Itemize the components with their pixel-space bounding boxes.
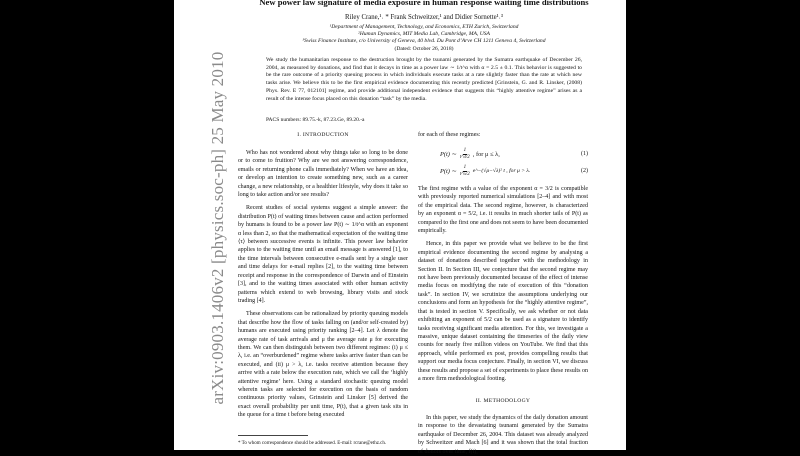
methodology-paragraph: In this paper, we study the dynamics of the daily donation amount in response to the devastating tsunami generated by the Sumatra earthquake of December 26, 2004. This dataset was already analyzed by Schweitzer and Mach [6] and it was shown that the total fraction of donors over time, f(t), (418, 415, 588, 455)
regimes-intro: for each of these regimes: (418, 132, 481, 138)
intro-paragraph-1: Who has not wondered about why things take so long to be done or to come to fruition? Why are we not answering correspondence, emails or returning phone calls immediately? When we have an idea, or develop an intention to create something new, such as a career change, a new relationship, or a healthier lifestyle, why does it take so long to take action and/or see results? (238, 150, 408, 199)
equation-1: P(t) ∼ 1 t^3/2 , for μ ≤ λ, (1) (440, 148, 588, 160)
section-methodology-heading: II. METHODOLOGY (475, 398, 531, 404)
pacs-numbers: PACS numbers: 89.75.-k, 87.23.Ge, 89.20.-a (266, 117, 365, 123)
abstract: We study the humanitarian response to the destruction brought by the tsunami generated by the Sumatra earthquake of December 26, 2004, as measured by donations, and find that it decays in time as a power law ∼ 1/t^α with α = 2.5 ± 0.1. This behavior is suggested to be the rare outcome of a priority queuing process in which individuals execute tasks at a rate slightly faster than the rate at which new tasks arise. We believe this to be the first empirical evidence documenting this recently predicted [Grinstein, G. and R. Linsker, (2008) Phys. Rev. E 77, 012101] regime, and provide additional independent evidence that suggests this “highly attentive regime” arises as a result of the intense focus placed on this donation “task” by the media. (266, 57, 582, 102)
footnote: * To whom correspondence should be addressed. E-mail: rcrane@ethz.ch. (238, 441, 387, 446)
affiliation-2: ²Human Dynamics, MIT Media Lab, Cambridge, MA, USA (358, 31, 490, 38)
equation-2: P(t) ∼ 1 t^5/2 e^−(√μ−√λ)² t , for μ > λ. (2) (440, 165, 588, 177)
overview-paragraph: Hence, in this paper we provide what we believe to be the first empirical evidence documenting the second regime by analysing a dataset of donations described together with the methodology in Section II. In Section III, we conjecture that the second regime may not have been previously documented because of the effect of intense media focus on modifying the rate of execution of this “donation task”. In section IV, we scrutinize the assumptions underlying our conclusions and form an hypothesis for the “highly attentive regime”, that is tested in section V. Specifically, we ask whether or not data exhibiting an exponent of 5/2 can be used as a signature to identify tasks receiving significant media attention. For this, we investigate a massive, unique dataset containing the timeseries of the daily view counts for nearly five million videos on YouTube. We find that this approach, while performed ex post, provides compelling results that support our media focus conjecture. Finally, in section VI, we discuss these results and propose a set of experiments to place these results on a more firm methodological footing. (418, 241, 588, 382)
methodology-column (418, 414, 588, 456)
right-column-intro (418, 131, 588, 139)
equation-1-number: (1) (581, 151, 588, 158)
arxiv-watermark: arXiv:0903.1406v2 [physics.soc-ph] 25 May 2010 (208, 51, 227, 405)
section-introduction-heading: I. INTRODUCTION (297, 132, 349, 138)
affiliations (234, 24, 614, 46)
affiliation-1: ¹Department of Management, Technology, and Economics, ETH Zurich, Switzerland (329, 24, 519, 30)
intro-paragraph-2: Recent studies of social systems suggest a simple answer: the distribution P(t) of waiting times between cause and action performed by humans is found to be a power law P(t) ∼ 1/t^α with an exponent α less than 2, so that the mathematical expectation of the waiting time ⟨τ⟩ between successive events is infinite. This power law behavior applies to the waiting time until an email message is answered [1], to the time intervals between consecutive e-mails sent by a single user and time delays for e-mail replies [2], to the waiting time between receipt and response in the correspondence of Darwin and of Einstein [3], and to the waiting times associated with other human activity patterns which extend to web browsing, library visits and stock trading [4]. (238, 205, 408, 304)
dated: (Dated: October 26, 2018) (394, 46, 454, 52)
right-column (418, 185, 588, 383)
affiliation-3: ³Swiss Finance Institute, c/o University of Geneva, 40 blvd. Du Pont d’Arve CH 1211 Geneva 4, Switzerland (302, 38, 546, 45)
paper-page (174, 0, 626, 455)
paper-title: New power law signature of media exposure in human response waiting time distributions (259, 0, 589, 7)
footnote-rule (238, 435, 308, 436)
equation-2-number: (2) (581, 168, 588, 175)
regimes-paragraph: The first regime with a value of the exponent α = 3/2 is compatible with previously reported numerical simulations [2–4] and with most of the empirical data. The second regime, however, is characterized by an exponent α = 5/2, i.e. it results in much shorter tails of P(t) as compared to the first one and does not seem to have been documented empirically. (418, 186, 588, 235)
authors: Riley Crane,¹˒ * Frank Schweitzer,¹ and Didier Sornette¹˒³ (345, 14, 503, 21)
left-column (238, 149, 408, 420)
intro-paragraph-3: These observations can be rationalized by priority queuing models that describe how the flow of tasks falling on (and/or self-created by) humans are executed using priority ranking [2–4]. Let λ denote the average rate of task arrivals and μ the average rate μ for executing them. We can then distinguish between two different regimes: (i) μ ≤ λ, i.e. an “overburdened” regime where tasks arrive faster than can be executed, and (ii) μ > λ, i.e. tasks receive attention because they arrive with a rate below the execution rate, which we call the ‘highly attentive regime’ here. Using a standard stochastic queuing model wherein tasks are selected for execution on the basis of random continuous priority values, Grinstein and Linsker [5] derived the exact overall probability per unit time, P(t), that a given task sits in the queue for a time t before being executed (238, 311, 408, 419)
